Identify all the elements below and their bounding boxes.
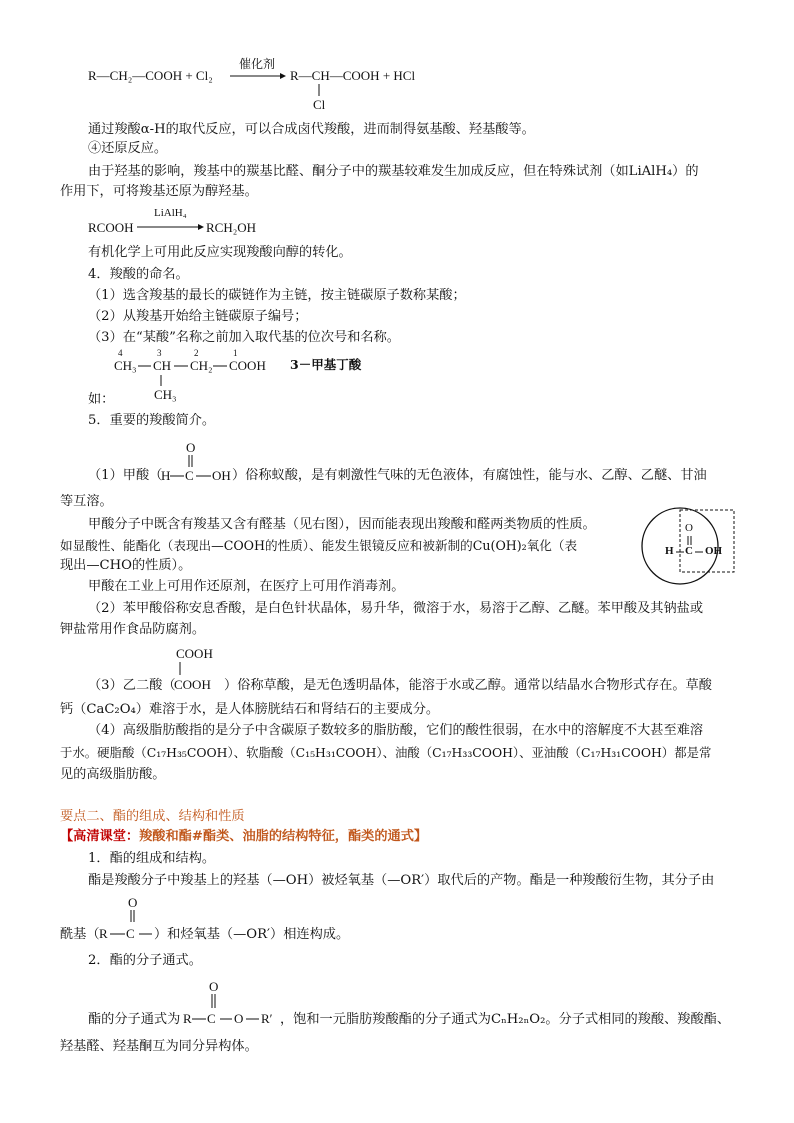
acyl-r: R (99, 926, 108, 941)
p-convert: 有机化学上可用此反应实现羧酸向醇的转化。 (88, 245, 352, 260)
hd-label: 【高清课堂： (60, 829, 140, 844)
diagram-oh: OH (705, 545, 723, 557)
benzoic-line-1: （2）苯甲酸俗称安息香酸，是白色针状晶体，易升华，微溶于水，易溶于乙醇、乙醚。苯甲酸及其钠盐或 (88, 601, 704, 616)
diagram-c: C (685, 545, 693, 557)
oxalic-bottom: COOH (174, 677, 211, 692)
formic-line-4: 如显酸性、能酯化（表现出—COOH的性质）、能发生银镜反应和被新制的Cu(OH)₂氧化（表 (60, 538, 578, 553)
ru-label: 如： (88, 392, 115, 407)
fatty-line-2: 于水。硬脂酸（C₁₇H₃₅COOH）、软脂酸（C₁₅H₃₁COOH）、油酸（C₁₇H₃₃COOH）、亚油酸（C₁₇H₃₁COOH）都是常 (60, 745, 712, 760)
eq2-left: RCOOH (88, 220, 134, 235)
naming-rule-1: （1）选含羧基的最长的碳链作为主链，按主链碳原子数称某酸； (88, 288, 466, 303)
eq1-sub: Cl (313, 97, 326, 112)
formic-h: H (161, 468, 171, 483)
ester-p3b: ，饱和一元脂肪羧酸酯的分子通式为CₙH₂ₙO₂。分子式相同的羧酸、羧酸酯、 (280, 1012, 731, 1027)
num-1: 1 (233, 348, 238, 358)
heading-reduction: ④还原反应。 (88, 141, 168, 156)
hd-text: 羧酸和酯#酯类、油脂的结构特征，酯类的通式】 (139, 829, 428, 844)
oxalic-top: COOH (176, 646, 213, 661)
fatty-line-1: （4）高级脂肪酸指的是分子中含碳原子数较多的脂肪酸，它们的酸性很弱，在水中的溶解度不大甚至难溶 (88, 723, 704, 738)
oxalic-line-1a: （3）乙二酸（ (88, 678, 176, 693)
section2-title: 要点二、酯的组成、结构和性质 (60, 809, 245, 824)
num-3: 3 (157, 348, 162, 358)
heading-ester-1: 1．酯的组成和结构。 (88, 851, 216, 866)
formic-line-3: 甲酸分子中既含有羧基又含有醛基（见右图），因而能表现出羧酸和醛两类物质的性质。 (88, 517, 596, 532)
p-reduce-1: 由于羟基的影响，羧基中的羰基比醛、酮分子中的羰基较难发生加成反应，但在特殊试剂（如LiAlH₄）的 (88, 164, 699, 179)
naming-rule-2: （2）从羧基开始给主链碳原子编号； (88, 309, 308, 324)
eq2-reagent: LiAlH₄ (154, 207, 187, 219)
ester-gen-o: O (209, 979, 219, 994)
ester-gen-c: C (207, 1011, 216, 1026)
formic-line-1a: （1）甲酸（ (88, 468, 163, 483)
oxalic-line-2: 钙（CaC₂O₄）难溶于水，是人体膀胱结石和肾结石的主要成分。 (60, 702, 440, 717)
diagram-o: O (685, 522, 693, 534)
chain-branch: CH₃ (154, 387, 177, 402)
eq1-left: R—CH₂—COOH + Cl₂ (88, 68, 213, 83)
naming-example-name: 3－甲基丁酸 (290, 357, 362, 372)
formic-line-2: 等互溶。 (60, 494, 113, 509)
ester-gen-r2: R′ (261, 1011, 273, 1026)
eq1-right: R—CH—COOH + HCl (290, 68, 416, 83)
num-4: 4 (118, 348, 123, 358)
diagram-h: H (665, 545, 674, 557)
eq2-right: RCH₂OH (206, 220, 257, 235)
formic-line-5: 现出—CHO的性质）。 (60, 558, 192, 573)
ester-p4: 羟基醛、羟基酮互为同分异构体。 (60, 1039, 258, 1054)
chain-c4: CH₃ (114, 358, 137, 373)
chain-c3: CH (153, 358, 172, 373)
p-reduce-2: 作用下，可将羧基还原为醇羟基。 (60, 184, 258, 199)
chain-c2: CH₂ (190, 358, 213, 373)
formic-line-6: 甲酸在工业上可用作还原剂，在医疗上可用作消毒剂。 (88, 579, 405, 594)
heading-important: 5．重要的羧酸简介。 (88, 413, 216, 428)
formic-oh: OH (212, 468, 231, 483)
ester-gen-r: R (183, 1011, 192, 1026)
heading-ester-2: 2．酯的分子通式。 (88, 953, 202, 968)
formic-o: O (186, 440, 196, 455)
fatty-line-3: 见的高级脂肪酸。 (60, 767, 166, 782)
ester-p1: 酯是羧酸分子中羧基上的羟基（—OH）被烃氧基（—OR′）取代后的产物。酯是一种羧酸衍生物，其分子由 (88, 873, 715, 888)
ester-p2a: 酰基（ (60, 927, 100, 942)
benzoic-line-2: 钾盐常用作食品防腐剂。 (60, 622, 206, 637)
eq1-catalyst: 催化剂 (239, 57, 276, 71)
ester-p3a: 酯的分子通式为 (88, 1012, 181, 1027)
ester-p2b: ）和烃氧基（—OR′）相连构成。 (154, 927, 350, 942)
formic-line-1b: ）俗称蚁酸，是有刺激性气味的无色液体，有腐蚀性，能与水、乙醇、乙醚、甘油 (232, 468, 707, 483)
naming-rule-3: （3）在“某酸”名称之前加入取代基的位次号和名称。 (88, 330, 400, 345)
acyl-o: O (128, 895, 138, 910)
p-alpha: 通过羧酸α-H的取代反应，可以合成卤代羧酸，进而制得氨基酸、羟基酸等。 (88, 122, 535, 137)
acyl-c: C (126, 926, 135, 941)
oxalic-line-1b: ）俗称草酸，是无色透明晶体，能溶于水或乙醇。通常以结晶水合物形式存在。草酸 (224, 678, 712, 693)
chain-c1: COOH (229, 358, 266, 373)
formic-c: C (185, 468, 194, 483)
ester-gen-o2: O (234, 1011, 244, 1026)
heading-naming: 4．羧酸的命名。 (88, 267, 189, 282)
num-2: 2 (194, 348, 199, 358)
